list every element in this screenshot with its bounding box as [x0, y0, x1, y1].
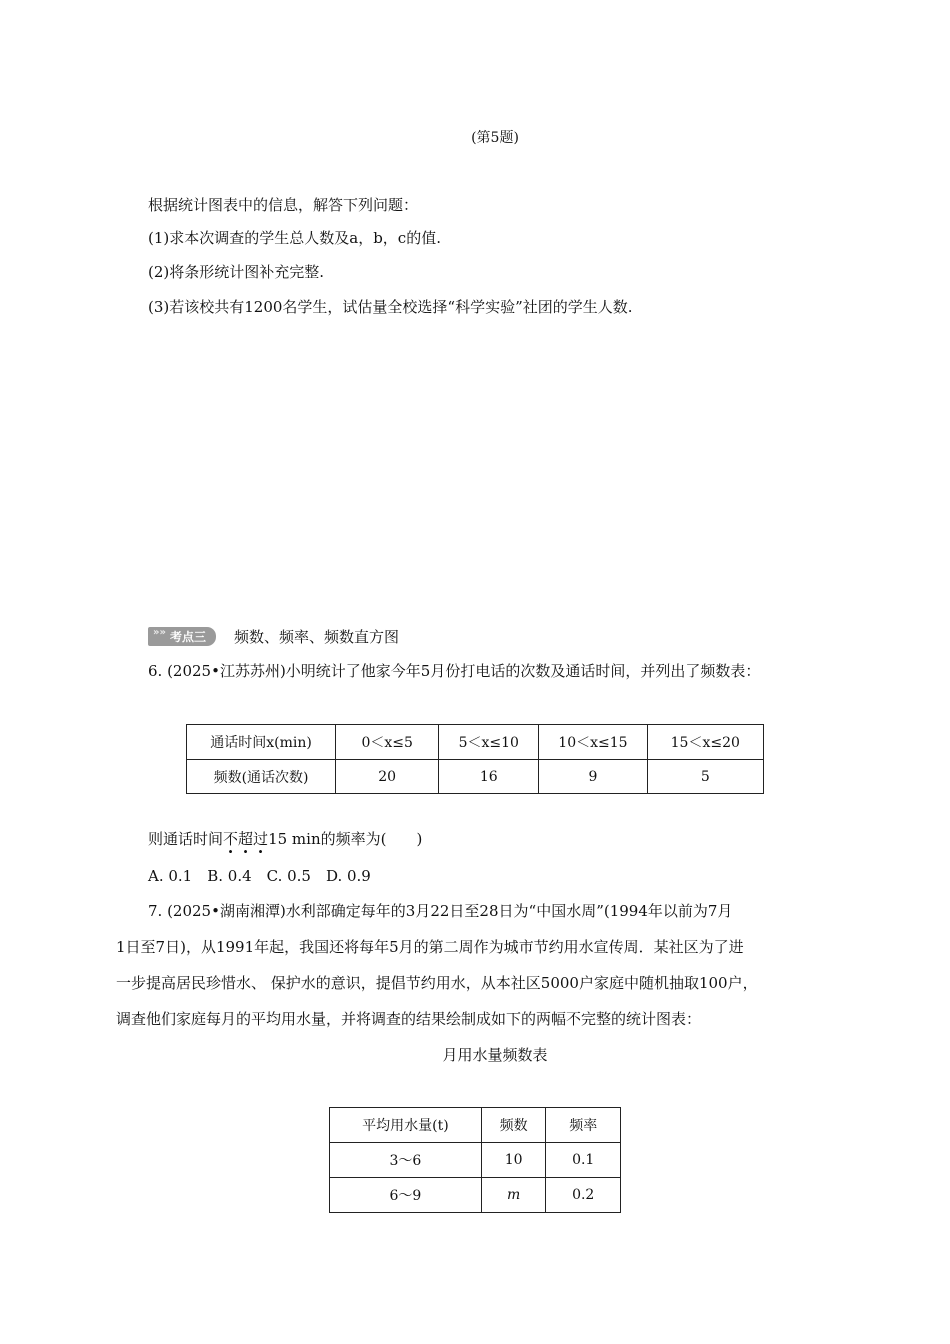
table-cell: 0.2: [546, 1178, 621, 1213]
q5-item-2: (2)将条形统计图补充完整.: [148, 263, 325, 281]
table-cell: 5: [647, 760, 763, 794]
section-header: [148, 626, 399, 647]
q6-options: A. 0.1 B. 0.4 C. 0.5 D. 0.9: [148, 867, 371, 885]
q6-question-post: 15 min的频率为( ): [268, 830, 423, 848]
section-tag: »» 考点三: [148, 627, 216, 646]
table-header-cell: 5＜x≤10: [439, 725, 539, 760]
water-usage-table: [329, 1107, 621, 1213]
table-cell: 3～6: [330, 1143, 482, 1178]
q6-stem: 6. (2025•江苏苏州)小明统计了他家今年5月份打电话的次数及通话时间，并列出了频数表：: [148, 662, 761, 680]
q5-item-3: (3)若该校共有1200名学生，试估量全校选择“科学实验”社团的学生人数.: [148, 298, 633, 316]
table-cell: 9: [539, 760, 647, 794]
table-cell: 20: [336, 760, 439, 794]
section-title: 频数、频率、频数直方图: [234, 628, 400, 646]
emphasis-char: 不: [223, 830, 239, 848]
q7-line-3: 一步提高居民珍惜水、 保护水的意识，提倡节约用水，从本社区5000户家庭中随机抽取100户，: [116, 974, 758, 992]
table-cell: m: [481, 1178, 546, 1213]
figure-caption: (第5题): [471, 130, 519, 146]
call-frequency-table: [186, 724, 764, 794]
table-cell: 10: [481, 1143, 546, 1178]
q7-line-4: 调查他们家庭每月的平均用水量，并将调查的结果绘制成如下的两幅不完整的统计图表：: [116, 1010, 702, 1028]
water-table-title: 月用水量频数表: [442, 1046, 548, 1064]
table-cell: 16: [439, 760, 539, 794]
q5-item-1: (1)求本次调查的学生总人数及a，b，c的值.: [148, 229, 441, 247]
table-header-cell: 通话时间x(min): [187, 725, 336, 760]
q5-intro: 根据统计图表中的信息，解答下列问题：: [148, 196, 419, 214]
table-cell: 0.1: [546, 1143, 621, 1178]
table-cell: 频数(通话次数): [187, 760, 336, 794]
table-cell: 6～9: [330, 1178, 482, 1213]
table-header-cell: 10＜x≤15: [539, 725, 647, 760]
table-row: [330, 1178, 621, 1213]
emphasis-char: 过: [253, 830, 269, 848]
table-header-cell: 0＜x≤5: [336, 725, 439, 760]
q6-question: [148, 829, 422, 849]
table-header-cell: 平均用水量(t): [330, 1108, 482, 1143]
table-header-cell: 15＜x≤20: [647, 725, 763, 760]
table-header-cell: 频率: [546, 1108, 621, 1143]
q7-line-1: 7. (2025•湖南湘潭)水利部确定每年的3月22日至28日为“中国水周”(1994年以前为7月: [148, 902, 733, 920]
table-row: [330, 1143, 621, 1178]
q7-line-2: 1日至7日)，从1991年起，我国还将每年5月的第二周作为城市节约用水宣传周．某社区为了进: [116, 938, 744, 956]
table-header-cell: 频数: [481, 1108, 546, 1143]
emphasis-char: 超: [238, 830, 254, 848]
q6-question-pre: 则通话时间: [148, 830, 224, 848]
